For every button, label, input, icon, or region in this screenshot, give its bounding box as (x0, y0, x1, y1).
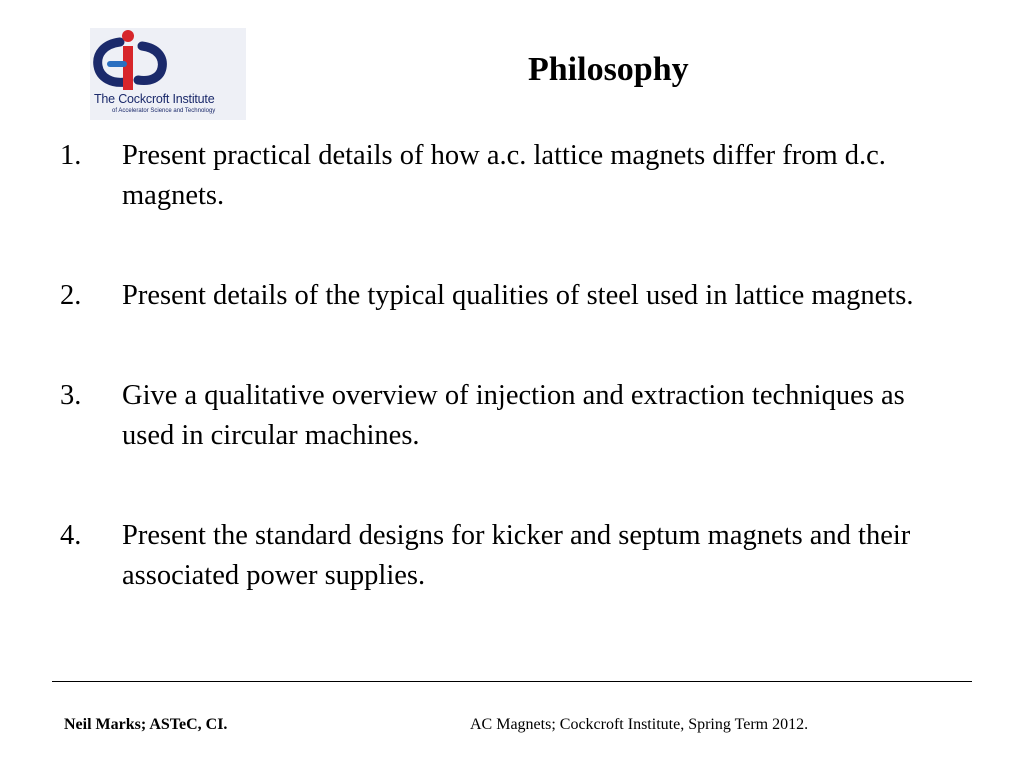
list-item (60, 376, 960, 456)
list-item-text: Present the standard designs for kicker and septum magnets and their associated power supplies. (122, 520, 911, 591)
objectives-list (60, 136, 960, 596)
footer-author: Neil Marks; ASTeC, CI. (64, 716, 228, 733)
list-item-number: 3. (60, 380, 82, 411)
footer-course: AC Magnets; Cockcroft Institute, Spring Term 2012. (470, 716, 809, 733)
logo-mark-icon (90, 28, 246, 92)
list-item (60, 276, 960, 316)
slide-title: Philosophy (528, 51, 689, 88)
list-item-text: Give a qualitative overview of injection and extraction techniques as used in circular machines. (122, 380, 905, 451)
list-item-number: 1. (60, 140, 82, 171)
list-item-text: Present practical details of how a.c. lattice magnets differ from d.c. magnets. (122, 140, 886, 211)
logo-institute-subtitle: of Accelerator Science and Technology (112, 108, 216, 114)
logo-institute-name: The Cockcroft Institute (94, 92, 215, 106)
list-item-text: Present details of the typical qualities of steel used in lattice magnets. (122, 280, 914, 311)
list-item (60, 136, 960, 216)
list-item (60, 516, 960, 596)
footer-divider (52, 681, 972, 682)
cockcroft-institute-logo (90, 28, 246, 120)
list-item-number: 4. (60, 520, 82, 551)
list-item-number: 2. (60, 280, 82, 311)
